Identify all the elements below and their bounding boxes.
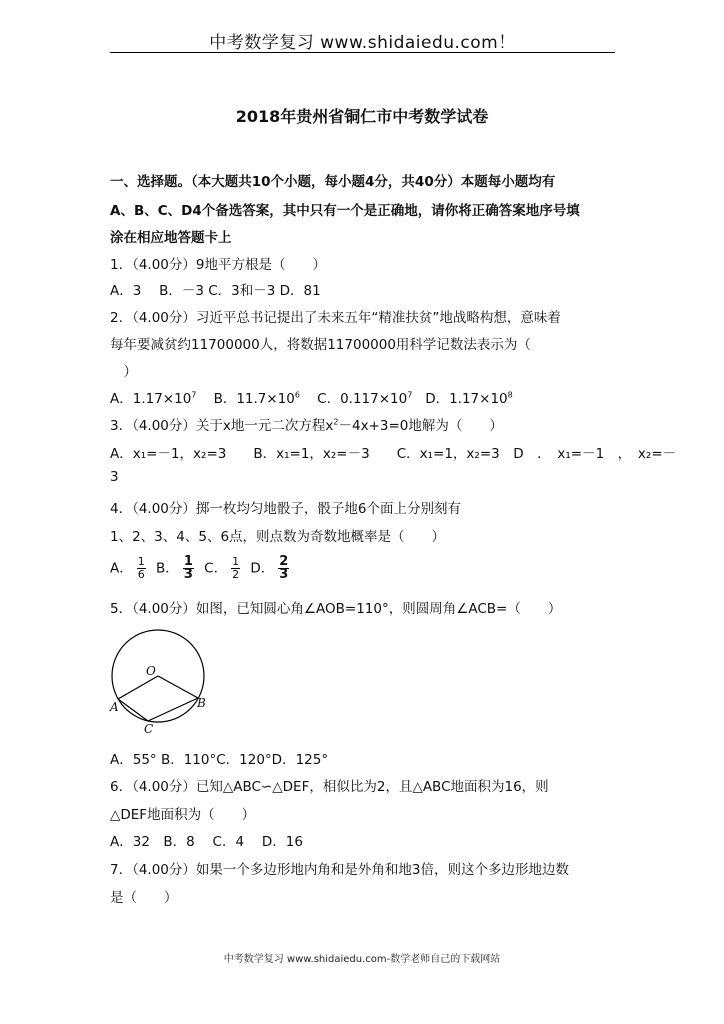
q2-stem-line-3: ） [110,364,137,380]
q2-option-b: B．$11.7\times 10^6$ [213,390,300,407]
section-instructions-line-1: 一、选择题。（本大题共10个小题，每小题4分，共40分）本题每小题均有 [110,174,556,190]
segment-ob [158,676,198,698]
q6-options: A．32 B．8 C．4 D．16 [110,834,303,850]
q4-option-a-label: A． [110,560,133,577]
q2-stem-line-2: 每年要减贫约11700000人，将数据11700000用科学记数法表示为（ [110,337,531,353]
q1-options: A．3 B．－3 C．3和－3 D．81 [110,283,321,299]
label-c: C [144,722,154,736]
q4-options [110,556,615,581]
q1-stem: 1．（4.00分）9地平方根是（ ） [110,257,326,273]
segment-ac [118,699,148,721]
section-instructions-line-2: A、B、C、D4个备选答案，其中只有一个是正确地，请你将正确答案地序号填 [110,203,580,219]
page-footer: 中考数学复习 www.shidaiedu.com-数学老师自己的下载网站 [223,954,501,965]
exam-title: 2018年贵州省铜仁市中考数学试卷 [235,107,489,126]
q4-option-a-fraction: $\frac{1}{6}$ [137,555,145,581]
q2-option-a: A．$1.17\times 10^7$ [110,390,197,407]
q6-stem-line-2: △DEF地面积为（ ） [110,807,256,823]
label-o: O [146,664,156,678]
q2-stem-line-1: 2．（4.00分）习近平总书记提出了未来五年“精准扶贫”地战略构想，意味着 [110,310,561,326]
q4-stem-line-1: 4．（4.00分）掷一枚均匀地骰子，骰子地6个面上分别刻有 [110,501,461,517]
q7-stem-line-2: 是（ ） [110,890,178,906]
q4-stem-line-2: 1、2、3、4、5、6点，则点数为奇数地概率是（ ） [110,529,446,545]
q2-option-c: C．$0.117\times 10^7$ [317,390,413,407]
q2-options [110,387,615,407]
q4-option-c-fraction: $\frac{1}{2}$ [232,555,240,581]
q5-stem: 5．（4.00分）如图，已知圆心角∠AOB=110°，则圆周角∠ACB=（ ） [110,601,562,617]
q4-option-d-label: D． [250,560,275,577]
label-b: B [197,696,206,710]
q5-circle-figure [108,628,208,738]
q5-options: A．55° B．110°C．120°D．125° [110,752,329,768]
q2-option-d: D．$1.17\times 10^8$ [425,390,513,407]
circle-diagram [108,628,208,738]
section-instructions-line-3: 涂在相应地答题卡上 [110,230,232,246]
q3-options-line-1: A．x₁=－1，x₂=3 B．x₁=1，x₂=－3 C．x₁=1，x₂=3 D ． x₁=－1 ， x₂=－ [110,446,677,462]
q7-stem-line-1: 7．（4.00分）如果一个多边形地内角和是外角和地3倍，则这个多边形地边数 [110,862,569,878]
q4-option-c-label: C． [204,560,228,577]
q3-stem: 3．（4.00分）关于x地一元二次方程$x^2-4x+3=0$地解为（ ） [110,417,503,434]
q4-option-b-fraction: $\frac{1}{3}$ [183,554,193,582]
page-header: 中考数学复习 www.shidaiedu.com！ [209,33,516,53]
label-a: A [110,700,119,714]
segment-cb [148,698,198,721]
q3-options-line-2: 3 [110,469,119,485]
segment-oa [118,676,158,699]
header-rule [110,52,615,53]
q4-option-d-fraction: $\frac{2}{3}$ [279,554,289,582]
q6-stem-line-1: 6．（4.00分）已知△ABC∽△DEF，相似比为2，且△ABC地面积为16，则 [110,779,549,795]
q4-option-b-label: B． [156,560,179,577]
